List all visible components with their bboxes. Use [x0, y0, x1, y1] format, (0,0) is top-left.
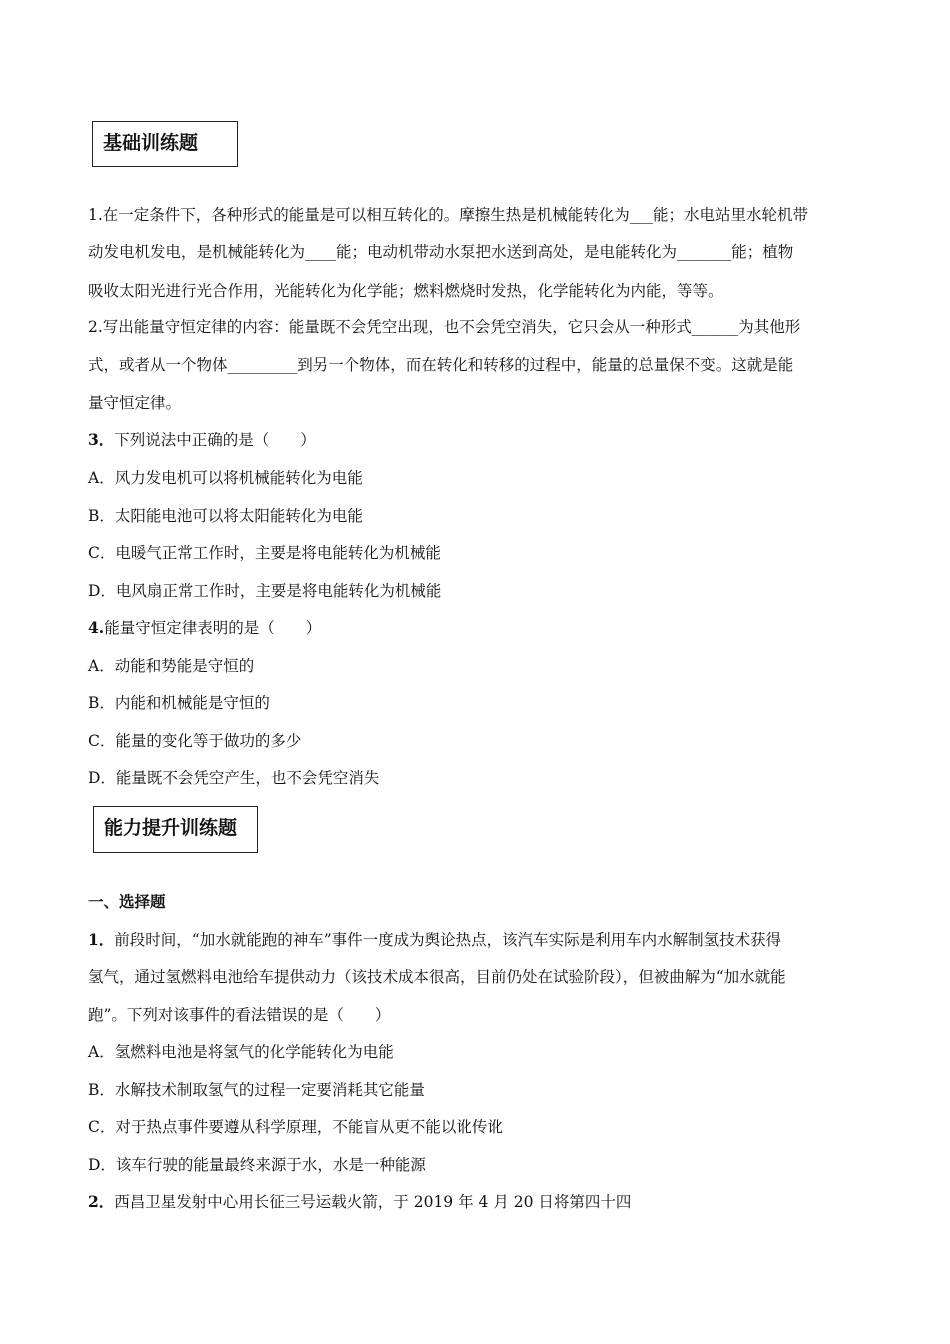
basic-line-2: 动发电机发电，是机械能转化为____能；电动机带动水泵把水送到高处，是电能转化为_______能；植物: [88, 243, 794, 261]
q4-number: 4.: [88, 618, 105, 637]
section-title-advanced-text: 能力提升训练题: [104, 817, 238, 839]
p2-number: 2．: [88, 1192, 115, 1211]
basic-line-3: 吸收太阳光进行光合作用，光能转化为化学能；燃料燃烧时发热，化学能转化为内能，等等。: [88, 282, 724, 300]
q4-option-d: D．能量既不会凭空产生，也不会凭空消失: [88, 769, 380, 787]
q4-option-a: A．动能和势能是守恒的: [88, 657, 255, 675]
q3-number: 3．: [88, 430, 115, 449]
q3-stem-text: 下列说法中正确的是（ ）: [114, 431, 316, 449]
subheading-choice: 一、选择题: [88, 892, 166, 911]
q4-stem-text: 能量守恒定律表明的是（ ）: [104, 619, 322, 637]
section-title-advanced: [93, 806, 258, 853]
basic-line-6: 量守恒定律。: [88, 394, 182, 412]
p1-option-c: C．对于热点事件要遵从科学原理，不能盲从更不能以讹传讹: [88, 1118, 503, 1136]
q4-option-b: B．内能和机械能是守恒的: [88, 694, 270, 712]
q4-option-c: C．能量的变化等于做功的多少: [88, 732, 302, 750]
section-title-basic-text: 基础训练题: [103, 132, 199, 154]
basic-line-5: 式，或者从一个物体_________到另一个物体，而在转化和转移的过程中，能量的总量保不变。这就是能: [88, 356, 794, 374]
p1-line-2: 氢气，通过氢燃料电池给车提供动力（该技术成本很高，目前仍处在试验阶段），但被曲解为“加水就能: [88, 968, 786, 986]
p1-line-1-text: 前段时间，“加水就能跑的神车”事件一度成为舆论热点，该汽车实际是利用车内水解制氢技术获得: [114, 931, 782, 949]
p1-option-d: D．该车行驶的能量最终来源于水，水是一种能源: [88, 1156, 426, 1174]
q3-option-b: B．太阳能电池可以将太阳能转化为电能: [88, 507, 363, 525]
q3-stem: [88, 430, 316, 450]
p1-line-3: 跑”。下列对该事件的看法错误的是（ ）: [88, 1006, 391, 1024]
p1-line-1: [88, 930, 781, 950]
p1-number: 1．: [88, 930, 115, 949]
q3-option-c: C．电暖气正常工作时，主要是将电能转化为机械能: [88, 544, 441, 562]
p2-line-1: [88, 1192, 631, 1212]
q4-stem: [88, 618, 321, 638]
p2-text: 西昌卫星发射中心用长征三号运载火箭，于 2019 年 4 月 20 日将第四十四: [114, 1193, 632, 1211]
basic-line-1: 1.在一定条件下，各种形式的能量是可以相互转化的。摩擦生热是机械能转化为___能；水电站里水轮机带: [88, 206, 809, 224]
q3-option-d: D．电风扇正常工作时，主要是将电能转化为机械能: [88, 582, 442, 600]
q3-option-a: A．风力发电机可以将机械能转化为电能: [88, 469, 363, 487]
section-title-basic: [92, 121, 238, 167]
p1-option-a: A．氢燃料电池是将氢气的化学能转化为电能: [88, 1043, 394, 1061]
p1-option-b: B．水解技术制取氢气的过程一定要消耗其它能量: [88, 1081, 425, 1099]
basic-line-4: 2.写出能量守恒定律的内容：能量既不会凭空出现，也不会凭空消失，它只会从一种形式______为其他形: [88, 318, 801, 336]
